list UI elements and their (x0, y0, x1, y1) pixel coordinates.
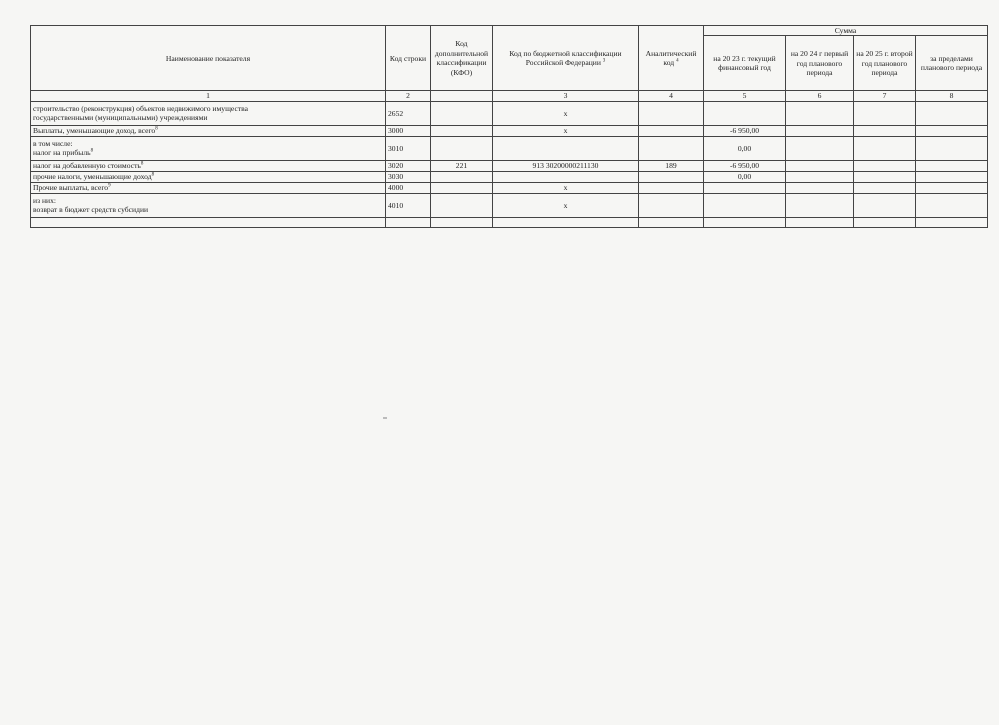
header-bk: Код по бюджетной классификации Российской Федерации $^3$ (493, 26, 639, 91)
row-sum-2 (786, 136, 854, 160)
colnum: 4 (639, 91, 704, 101)
row-analytic (639, 125, 704, 136)
row-sum-1: -6 950,00 (704, 160, 786, 171)
row-kfo (431, 182, 493, 193)
colnum: 1 (31, 91, 386, 101)
row-name: Прочие выплаты, всего$^9$ (31, 182, 386, 193)
row-kfo (431, 125, 493, 136)
row-bk (493, 136, 639, 160)
row-bk: х (493, 101, 639, 125)
header-beyond: за пределами планового периода (916, 36, 988, 91)
table-row (31, 182, 988, 193)
row-name: прочие налоги, уменьшающие доход$^8$ (31, 171, 386, 182)
row-sum-4 (916, 125, 988, 136)
row-sum-3 (854, 136, 916, 160)
scan-speck (383, 417, 387, 419)
row-kfo: 221 (431, 160, 493, 171)
budget-table (30, 25, 988, 228)
row-name: в том числе: налог на прибыль$^8$ (31, 136, 386, 160)
row-analytic (639, 182, 704, 193)
table-row (31, 136, 988, 160)
table-row (31, 193, 988, 217)
colnum: 3 (493, 91, 639, 101)
header-year-2: на 20 24 г первый год планового периода (786, 36, 854, 91)
row-sum-3 (854, 182, 916, 193)
row-sum-4 (916, 193, 988, 217)
row-sum-3 (854, 193, 916, 217)
row-analytic (639, 136, 704, 160)
table-row (31, 125, 988, 136)
row-name: Выплаты, уменьшающие доход, всего$^8$ (31, 125, 386, 136)
row-sum-4 (916, 101, 988, 125)
colnum: 6 (786, 91, 854, 101)
row-sum-4 (916, 171, 988, 182)
row-sum-4 (916, 136, 988, 160)
row-analytic: 189 (639, 160, 704, 171)
header-code-line: Код строки (386, 26, 431, 91)
row-code: 4010 (386, 193, 431, 217)
colnum: 5 (704, 91, 786, 101)
row-sum-1 (704, 101, 786, 125)
column-number-row (31, 91, 988, 101)
table-row (31, 160, 988, 171)
row-code: 3030 (386, 171, 431, 182)
colnum: 7 (854, 91, 916, 101)
table-row-empty (31, 217, 988, 227)
row-sum-3 (854, 125, 916, 136)
row-analytic (639, 101, 704, 125)
row-code: 3000 (386, 125, 431, 136)
row-sum-1: 0,00 (704, 136, 786, 160)
colnum: 2 (386, 91, 431, 101)
header-name: Наименование показателя (31, 26, 386, 91)
row-bk (493, 171, 639, 182)
row-sum-1 (704, 182, 786, 193)
row-name: налог на добавленную стоимость$^8$ (31, 160, 386, 171)
table-row (31, 171, 988, 182)
row-analytic (639, 171, 704, 182)
row-sum-2 (786, 182, 854, 193)
row-sum-2 (786, 193, 854, 217)
header-analytic: Аналитический код $^4$ (639, 26, 704, 91)
row-name: из них: возврат в бюджет средств субсидии (31, 193, 386, 217)
row-code: 3020 (386, 160, 431, 171)
row-sum-3 (854, 101, 916, 125)
row-kfo (431, 193, 493, 217)
row-code: 4000 (386, 182, 431, 193)
row-sum-1 (704, 193, 786, 217)
table-row (31, 101, 988, 125)
row-sum-3 (854, 171, 916, 182)
row-bk: х (493, 193, 639, 217)
row-code: 3010 (386, 136, 431, 160)
row-bk: 913 30200000211130 (493, 160, 639, 171)
header-year-1: на 20 23 г. текущий финансовый год (704, 36, 786, 91)
row-code: 2652 (386, 101, 431, 125)
row-sum-3 (854, 160, 916, 171)
header-sum: Сумма (704, 26, 988, 36)
row-bk: х (493, 182, 639, 193)
header-year-3: на 20 25 г. второй год планового периода (854, 36, 916, 91)
row-sum-1: 0,00 (704, 171, 786, 182)
row-kfo (431, 171, 493, 182)
row-sum-2 (786, 171, 854, 182)
row-kfo (431, 136, 493, 160)
row-name: строительство (реконструкция) объектов недвижимого имущества государственными (муниципальными) учреждениями (31, 101, 386, 125)
row-sum-4 (916, 160, 988, 171)
row-analytic (639, 193, 704, 217)
row-sum-4 (916, 182, 988, 193)
row-sum-2 (786, 125, 854, 136)
row-sum-2 (786, 101, 854, 125)
colnum: 8 (916, 91, 988, 101)
colnum (431, 91, 493, 101)
row-bk: х (493, 125, 639, 136)
row-sum-1: -6 950,00 (704, 125, 786, 136)
row-kfo (431, 101, 493, 125)
row-sum-2 (786, 160, 854, 171)
header-kfo: Код дополнительной классификации (КФО) (431, 26, 493, 91)
